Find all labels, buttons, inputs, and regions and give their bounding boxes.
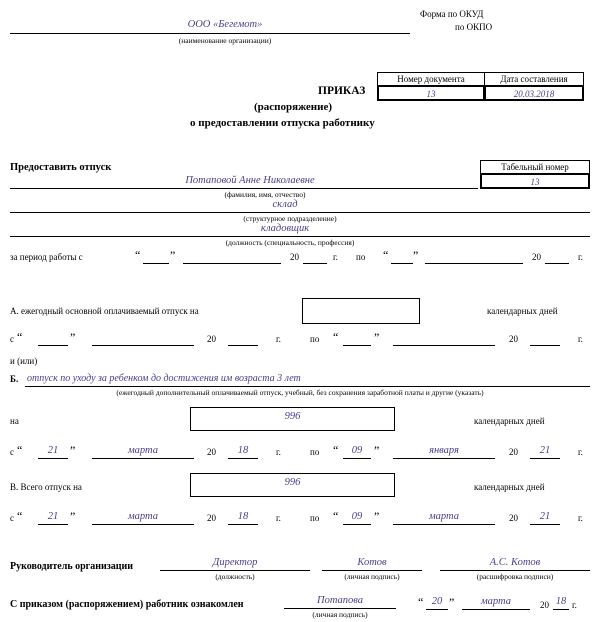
section-v-label: В. Всего отпуск на — [10, 482, 82, 492]
section-b-to-month-line — [393, 458, 495, 459]
period-to-day-line — [391, 263, 413, 264]
employee-line — [10, 188, 478, 189]
section-v-yr-suffix-2: г. — [578, 513, 583, 523]
okpo-label: по ОКПО — [455, 22, 493, 32]
section-b-type-line — [25, 386, 590, 387]
section-a-yr-prefix: 20 — [207, 334, 216, 344]
section-v-from-day-line — [38, 524, 68, 525]
head-sign-caption: (личная подпись) — [344, 572, 400, 581]
title-subject: о предоставлении отпуска работнику — [190, 117, 375, 129]
head-sign: Котов — [357, 557, 387, 568]
section-a-q4: ” — [374, 330, 380, 344]
section-b-type-caption: (ежегодный дополнительный оплачиваемый отпуск, учебный, без сохранения заработной платы и другие (указать) — [116, 388, 484, 397]
ack-label: С приказом (распоряжением) работник ознакомлен — [10, 599, 244, 610]
period-yr-prefix: 20 — [290, 252, 299, 262]
section-b-from-year-line — [228, 458, 258, 459]
section-b-from-day-line — [38, 458, 68, 459]
position-value: кладовщик — [260, 223, 310, 234]
section-a-from-month-line — [92, 345, 194, 346]
section-a-to-month-line — [393, 345, 495, 346]
section-v-to-day-line — [343, 524, 371, 525]
grant-label: Предоставить отпуск — [10, 162, 112, 173]
period-yr-suffix: г. — [333, 252, 338, 262]
section-v-from-month: марта — [127, 511, 159, 522]
head-position-line — [160, 570, 310, 571]
section-b-q4: ” — [374, 443, 380, 457]
section-b-to-year-line — [530, 458, 560, 459]
section-a-q2: ” — [70, 330, 76, 344]
section-b-q3: “ — [333, 443, 339, 457]
org-name: ООО «Бегемот» — [187, 19, 263, 30]
section-b-na: на — [10, 416, 19, 426]
section-v-from-year-line — [228, 524, 258, 525]
section-a-yr-suffix: г. — [276, 334, 281, 344]
ack-month-line — [462, 609, 530, 610]
ack-year-line — [553, 609, 569, 610]
employee-name: Потаповой Анне Николаевне — [185, 175, 315, 186]
position-line — [10, 236, 590, 237]
ack-month: марта — [480, 596, 512, 607]
department-line — [10, 212, 590, 213]
section-a-label-text: А. ежегодный основной оплачиваемый отпуск на — [10, 306, 199, 316]
period-from-year-line — [303, 263, 327, 264]
doc-number-value: 13 — [377, 85, 485, 101]
employee-caption: (фамилия, имя, отчество) — [224, 190, 306, 199]
section-a-po: по — [310, 334, 320, 344]
section-v-q3: “ — [333, 509, 339, 523]
section-a-to-day-line — [343, 345, 371, 346]
section-a-days-box — [302, 298, 420, 324]
ack-q1: “ — [418, 595, 424, 609]
section-v-days-label: календарных дней — [474, 482, 545, 492]
head-name: А.С. Котов — [489, 557, 541, 568]
section-b-to-day: 09 — [351, 445, 363, 456]
section-a-from-year-line — [228, 345, 258, 346]
period-yr-suffix-2: г. — [578, 252, 583, 262]
head-name-line — [440, 570, 590, 571]
section-b-from-day: 21 — [47, 445, 59, 456]
doc-date-header: Дата составления — [484, 72, 584, 86]
period-from-month-line — [183, 263, 281, 264]
section-v-yr-prefix-2: 20 — [509, 513, 518, 523]
section-b-days-label: календарных дней — [474, 416, 545, 426]
section-v-q1: “ — [17, 509, 23, 523]
section-b-days: 996 — [284, 411, 301, 422]
section-b-to-month: января — [429, 445, 459, 456]
section-b-from-year: 18 — [237, 445, 249, 456]
period-from-day-line — [143, 263, 169, 264]
head-name-caption: (расшифровка подписи) — [476, 572, 554, 581]
section-v-po: по — [310, 513, 320, 523]
ack-yr-suffix: г. — [572, 600, 577, 610]
title-sub: (распоряжение) — [254, 101, 333, 113]
section-b-to-year: 21 — [539, 445, 551, 456]
section-a-from-day-line — [38, 345, 68, 346]
section-v-to-day: 09 — [351, 511, 363, 522]
section-a-from: с — [10, 334, 14, 344]
section-a-q1: “ — [17, 330, 23, 344]
section-b-to-day-line — [343, 458, 371, 459]
ack-day-line — [426, 609, 448, 610]
tab-number-value: 13 — [480, 173, 590, 189]
ack-day: 20 — [431, 596, 443, 607]
period-q2: ” — [170, 248, 176, 262]
section-v-q2: ” — [70, 509, 76, 523]
head-position-caption: (должность) — [215, 572, 255, 581]
section-v-to-month-line — [393, 524, 495, 525]
section-b-yr-suffix-2: г. — [578, 447, 583, 457]
position-caption: (должность (специальность, профессия) — [225, 238, 355, 247]
section-a-label — [10, 306, 199, 316]
section-v-from-day: 21 — [47, 511, 59, 522]
department-caption: (структурное подразделение) — [243, 214, 337, 223]
okud-code-box — [510, 7, 590, 21]
ack-year: 18 — [555, 596, 567, 607]
section-a-to-year-line — [530, 345, 560, 346]
period-q3: “ — [383, 248, 389, 262]
period-q1: “ — [135, 248, 141, 262]
section-b-q2: ” — [70, 443, 76, 457]
okud-label: Форма по ОКУД — [420, 9, 484, 19]
period-q4: ” — [413, 248, 419, 262]
ack-sign-caption: (личная подпись) — [312, 610, 368, 619]
section-v-to-year-line — [530, 524, 560, 525]
section-b-type: отпуск по уходу за ребенком до достижения им возраста 3 лет — [27, 373, 301, 384]
doc-number-header: Номер документа — [377, 72, 485, 86]
doc-date-value: 20.03.2018 — [484, 85, 584, 101]
section-v-to-year: 21 — [539, 511, 551, 522]
section-v-yr-prefix: 20 — [207, 513, 216, 523]
tab-number-header: Табельный номер — [480, 160, 590, 174]
section-v-q4: ” — [374, 509, 380, 523]
title-main: ПРИКАЗ — [318, 85, 366, 97]
section-v-yr-suffix: г. — [276, 513, 281, 523]
ack-yr-prefix: 20 — [540, 600, 549, 610]
period-po: по — [356, 252, 366, 262]
period-to-month-line — [425, 263, 523, 264]
section-b-q1: “ — [17, 443, 23, 457]
section-v-to-month: марта — [428, 511, 460, 522]
org-caption: (наименование организации) — [178, 36, 272, 45]
section-b-yr-prefix-2: 20 — [509, 447, 518, 457]
period-to-year-line — [545, 263, 569, 264]
department-value: склад — [272, 199, 298, 210]
section-b-yr-prefix: 20 — [207, 447, 216, 457]
ack-q2: ” — [449, 595, 455, 609]
ack-sign-line — [284, 608, 396, 609]
section-a-yr-suffix-2: г. — [578, 334, 583, 344]
section-b-po: по — [310, 447, 320, 457]
head-label: Руководитель организации — [10, 561, 134, 572]
section-v-from-month-line — [92, 524, 194, 525]
section-b-yr-suffix: г. — [276, 447, 281, 457]
section-b-from-month: марта — [127, 445, 159, 456]
section-b-from-month-line — [92, 458, 194, 459]
section-a-days-label: календарных дней — [487, 306, 558, 316]
section-a-q3: “ — [333, 330, 339, 344]
section-v-from: с — [10, 513, 14, 523]
section-v-days: 996 — [284, 477, 301, 488]
section-b-label: Б. — [10, 374, 19, 384]
period-label: за период работы с — [10, 252, 83, 262]
head-position: Директор — [212, 557, 258, 568]
head-sign-line — [322, 570, 422, 571]
ack-sign: Потапова — [316, 595, 364, 606]
org-name-line — [10, 33, 410, 34]
section-v-from-year: 18 — [237, 511, 249, 522]
period-yr-prefix-2: 20 — [532, 252, 541, 262]
section-b-from: с — [10, 447, 14, 457]
section-a-yr-prefix-2: 20 — [509, 334, 518, 344]
section-a-or: и (или) — [10, 356, 38, 366]
